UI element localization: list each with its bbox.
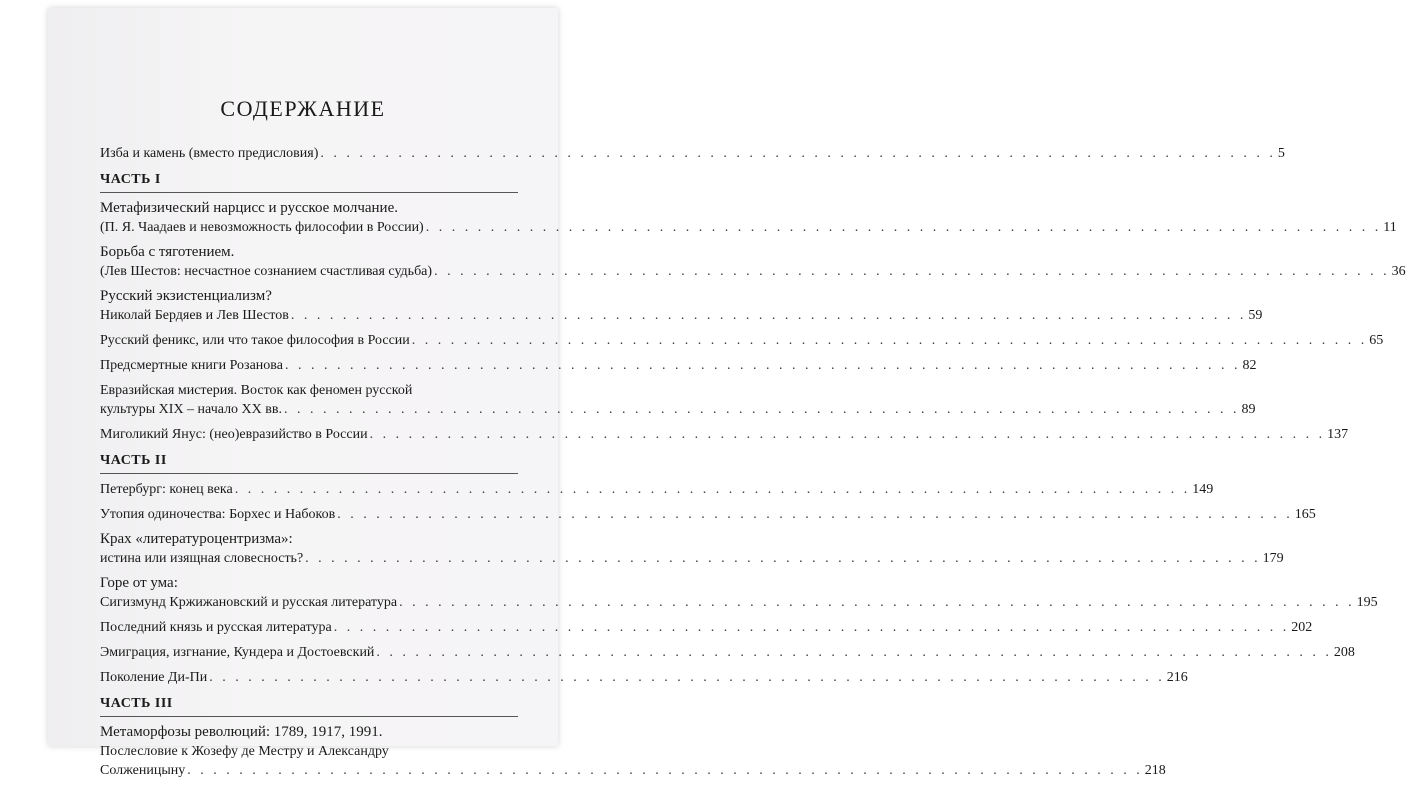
page-number: 202 [1291,620,1313,635]
toc-entry [100,668,1188,687]
toc-entry [100,574,1378,612]
page-number: 36 [1391,264,1406,279]
entry-title: Метафизический нарцисс и русское молчание. [100,200,398,216]
toc-entry [100,505,1316,524]
dot-leader [291,306,1247,325]
entry-text: Утопия одиночества: Борхес и Набоков [100,507,336,522]
toc-entry [100,425,1349,444]
dot-leader [399,593,1355,612]
entry-text: Изба и камень (вместо предисловия) [100,146,319,161]
entry-text: Предсмертные книги Розанова [100,358,283,373]
dot-leader [285,356,1241,375]
page-number: 11 [1383,220,1397,235]
entry-title: Борьба с тяготением. [100,244,235,260]
entry-text: Миголикий Янус: (нео)евразийство в России [100,427,368,442]
page-number: 65 [1369,333,1384,348]
dot-leader [412,331,1368,350]
dot-leader [187,761,1143,780]
part-heading-1: ЧАСТЬ I [100,172,518,193]
toc-entry [100,381,1256,419]
table-of-contents [100,144,1406,786]
dot-leader [370,425,1326,444]
entry-subtitle: истина или изящная словесность? [100,551,304,566]
dot-leader [337,505,1293,524]
dot-leader [426,218,1382,237]
entry-text: Петербург: конец века [100,482,233,497]
page-number: 179 [1262,551,1284,566]
entry-subtitle: культуры XIX – начало XX вв. [100,402,282,417]
entry-title: Горе от ума: [100,575,178,591]
page-number: 216 [1166,670,1188,685]
part-heading-3: ЧАСТЬ III [100,696,518,717]
dot-leader [235,480,1191,499]
dot-leader [376,643,1332,662]
page-title: СОДЕРЖАНИЕ [220,96,386,121]
dot-leader [434,262,1390,281]
page-number: 149 [1192,482,1214,497]
book-page [48,8,1406,778]
page-number: 59 [1248,308,1263,323]
entry-title: Метаморфозы революций: 1789, 1917, 1991. [100,724,383,740]
toc-entry [100,287,1263,325]
toc-entry [100,530,1284,568]
page-number: 165 [1294,507,1316,522]
part-heading-2: ЧАСТЬ II [100,453,518,474]
toc-entry [100,199,1397,237]
entry-subtitle: (П. Я. Чаадаев и невозможность философии в России) [100,220,424,235]
toc-entry [100,723,1166,780]
dot-leader [305,549,1261,568]
entry-subtitle: (Лев Шестов: несчастное сознанием счастливая судьба) [100,264,433,279]
entry-title: Крах «литературоцентризма»: [100,531,293,547]
toc-entry [100,480,1214,499]
dot-leader [284,400,1240,419]
toc-entry [100,243,1406,281]
toc-entry-intro [100,144,1285,163]
entry-text: Русский феникс, или что такое философия в России [100,333,410,348]
entry-subtitle: Солженицыну [100,763,186,778]
dot-leader [209,668,1165,687]
entry-text: Поколение Ди-Пи [100,670,208,685]
dot-leader [334,618,1290,637]
entry-text: Последний князь и русская литература [100,620,332,635]
entry-subtitle: Послесловие к Жозефу де Местру и Александру [100,744,389,759]
page-number: 89 [1241,402,1256,417]
toc-entry [100,356,1257,375]
dot-leader [320,144,1276,163]
entry-subtitle: Сигизмунд Кржижановский и русская литература [100,595,398,610]
page-number: 208 [1333,645,1355,660]
toc-entry [100,643,1355,662]
bleed-through-text [338,14,538,53]
page-number: 137 [1327,427,1349,442]
entry-title: Русский экзистенциализм? [100,288,272,304]
entry-text: Эмиграция, изгнание, Кундера и Достоевский [100,645,375,660]
page-number: 82 [1242,358,1257,373]
page-number: 195 [1356,595,1378,610]
toc-entry [100,331,1384,350]
toc-entry [100,618,1313,637]
page-number: 218 [1144,763,1166,778]
entry-title: Евразийская мистерия. Восток как феномен русской [100,383,413,398]
entry-subtitle: Николай Бердяев и Лев Шестов [100,308,289,323]
page-number: 5 [1277,146,1285,161]
